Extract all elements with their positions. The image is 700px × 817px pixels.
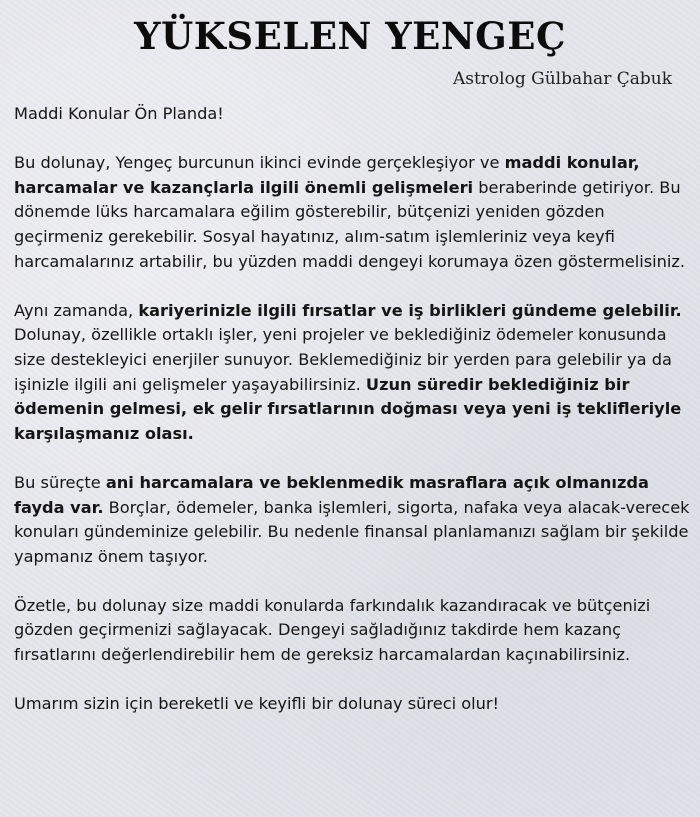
article-body	[14, 102, 692, 741]
paragraph-3-text-a: Bu süreçte	[14, 472, 106, 492]
paragraph-3-bold: ani harcamalara ve beklenmedik masraflara açık olmanızda fayda var.	[14, 472, 649, 517]
paragraph-1-bold: maddi konular, harcamalar ve kazançlarla ilgili önemli gelişmeleri	[14, 153, 640, 197]
page-title: YÜKSELEN YENGEÇ	[134, 14, 566, 58]
section-heading: Maddi Konular Ön Planda!	[14, 104, 224, 123]
paragraph-2-text-a: Aynı zamanda,	[14, 300, 139, 320]
paragraph-2	[14, 299, 692, 447]
paragraph-3	[14, 471, 692, 569]
paragraph-2-bold-1: kariyerinizle ilgili fırsatlar ve iş birlikleri gündeme gelebilir.	[138, 300, 682, 320]
paragraph-4: Özetle, bu dolunay size maddi konularda farkındalık kazandıracak ve bütçenizi gözden geçirmenizi sağlayacak. Dengeyi sağladığınız takdirde hem kazanç fırsatlarını değerlendirebilir hem de gereksiz harcamalardan kaçınabilirsiniz.	[14, 595, 651, 665]
paragraph-1-text-c: beraberinde getiriyor. Bu dönemde lüks harcamalara eğilim gösterebilir, bütçenizi yeniden gözden geçirmeniz gerekebilir. Sosyal hayatınız, alım-satım işlemleriniz veya keyfi harcamalarınız artabilir, bu yüzden maddi dengeyi korumaya özen göstermelisiniz.	[14, 177, 686, 271]
author-byline: Astrolog Gülbahar Çabuk	[452, 69, 672, 89]
paragraph-3-text-c: Borçlar, ödemeler, banka işlemleri, sigorta, nafaka veya alacak-verecek konuları gündeminize gelebilir. Bu nedenle finansal planlamanızı sağlam bir şekilde yapmanız önem taşıyor.	[14, 497, 690, 566]
paragraph-1-text-a: Bu dolunay, Yengeç burcunun ikinci evinde gerçekleşiyor ve	[14, 153, 505, 173]
paragraph-2-text-c: Dolunay, özellikle ortaklı işler, yeni projeler ve beklediğiniz ödemeler konusunda size destekleyici enerjiler sunuyor. Beklemediğiniz bir yerden para gelebilir ya da işinizle ilgili ani gelişmeler yaşayabilirsiniz.	[14, 325, 672, 394]
paragraph-1	[14, 151, 692, 274]
paragraph-2-bold-2: Uzun süredir beklediğiniz bir ödemenin gelmesi, ek gelir fırsatlarının doğması veya yeni iş teklifleriyle karşılaşmanız olası.	[14, 374, 682, 443]
closing-line: Umarım sizin için bereketli ve keyifli bir dolunay süreci olur!	[14, 694, 500, 714]
